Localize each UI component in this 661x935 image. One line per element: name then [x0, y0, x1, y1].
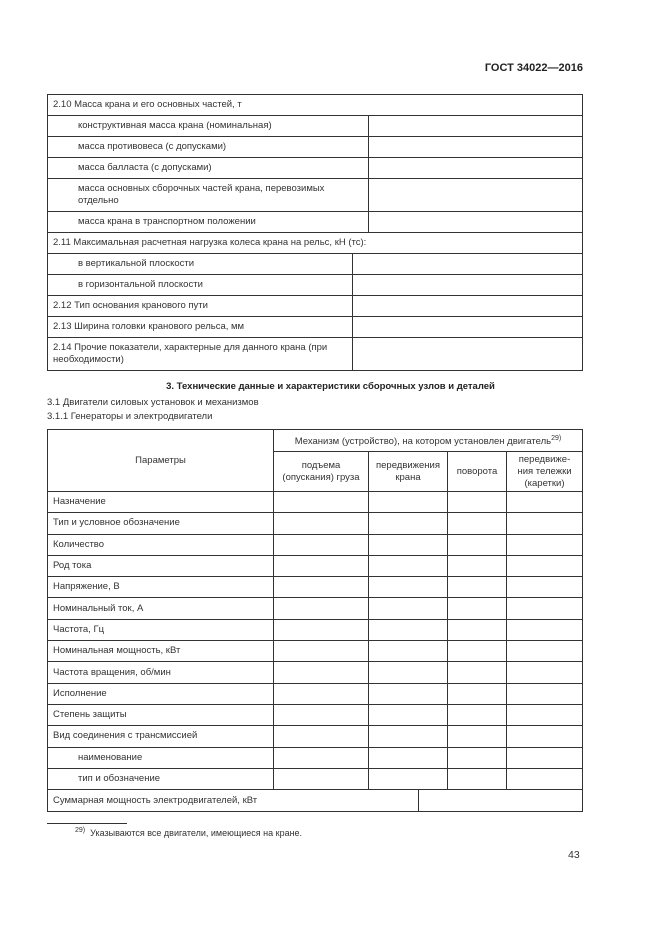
row-label: Напряжение, В: [48, 577, 274, 598]
value-cell[interactable]: [369, 116, 583, 137]
table-row: [48, 619, 583, 640]
value-cell[interactable]: [274, 598, 369, 619]
subsection-title: 3.1 Двигатели силовых установок и механизмов: [47, 397, 259, 408]
group-header-text: Механизм (устройство), на котором установлен двигатель: [294, 436, 552, 448]
value-cell[interactable]: [448, 534, 507, 555]
table-row: [48, 254, 583, 275]
value-cell[interactable]: [448, 704, 507, 725]
table-row: [48, 641, 583, 662]
value-cell[interactable]: [507, 768, 583, 789]
value-cell[interactable]: [274, 619, 369, 640]
motors-table: [47, 429, 583, 812]
value-cell[interactable]: [369, 768, 448, 789]
row-label: 2.14 Прочие показатели, характерные для данного крана (при необходимости): [48, 338, 353, 371]
value-cell[interactable]: [369, 555, 448, 576]
value-cell[interactable]: [369, 577, 448, 598]
value-cell[interactable]: [274, 555, 369, 576]
value-cell[interactable]: [369, 513, 448, 534]
group-header: [274, 430, 583, 452]
value-cell[interactable]: [369, 158, 583, 179]
value-cell[interactable]: [274, 534, 369, 555]
value-cell[interactable]: [369, 492, 448, 513]
row-label: масса основных сборочных частей крана, перевозимых отдельно: [48, 179, 369, 212]
value-cell[interactable]: [369, 598, 448, 619]
table-row: [48, 534, 583, 555]
value-cell[interactable]: [353, 338, 583, 371]
table-row: [48, 726, 583, 747]
footnote-divider: [47, 823, 127, 824]
row-label: тип и обозначение: [48, 768, 274, 789]
value-cell[interactable]: [507, 577, 583, 598]
value-cell[interactable]: [507, 492, 583, 513]
total-row-cell: [48, 790, 583, 812]
table-row: [48, 158, 583, 179]
row-label: 2.11 Максимальная расчетная нагрузка колеса крана на рельс, кН (тс):: [48, 233, 583, 254]
value-cell[interactable]: [369, 619, 448, 640]
row-label: Исполнение: [48, 683, 274, 704]
value-cell[interactable]: [274, 577, 369, 598]
table-row: [48, 95, 583, 116]
column-header: передвиже-ния тележки (каретки): [507, 452, 583, 492]
crane-mass-table: [47, 94, 583, 371]
value-cell[interactable]: [507, 641, 583, 662]
value-cell[interactable]: [448, 683, 507, 704]
table-row: [48, 137, 583, 158]
table-row: [48, 598, 583, 619]
value-cell[interactable]: [369, 662, 448, 683]
table-row: [48, 233, 583, 254]
value-cell[interactable]: [274, 513, 369, 534]
value-cell[interactable]: [419, 790, 582, 811]
value-cell[interactable]: [507, 662, 583, 683]
table-row: [48, 662, 583, 683]
value-cell[interactable]: [369, 179, 583, 212]
row-label: Частота, Гц: [48, 619, 274, 640]
table-row: [48, 212, 583, 233]
table-row: [48, 179, 583, 212]
value-cell[interactable]: [353, 275, 583, 296]
table-row: [48, 275, 583, 296]
row-label: конструктивная масса крана (номинальная): [48, 116, 369, 137]
value-cell[interactable]: [274, 662, 369, 683]
value-cell[interactable]: [274, 492, 369, 513]
table-row: [48, 338, 583, 371]
row-label: Номинальная мощность, кВт: [48, 641, 274, 662]
table-row: [48, 116, 583, 137]
value-cell[interactable]: [369, 137, 583, 158]
footnote-ref[interactable]: 29): [551, 434, 562, 442]
row-label: в вертикальной плоскости: [48, 254, 353, 275]
footnote-text: Указываются все двигатели, имеющиеся на кране.: [90, 828, 303, 838]
value-cell[interactable]: [507, 513, 583, 534]
document-id: ГОСТ 34022—2016: [484, 62, 583, 74]
row-label: Суммарная мощность электродвигателей, кВт: [48, 790, 419, 811]
row-label: масса противовеса (с допусками): [48, 137, 369, 158]
value-cell[interactable]: [507, 726, 583, 747]
footnote-mark: 29): [75, 827, 86, 834]
row-label: 2.10 Масса крана и его основных частей, т: [48, 95, 583, 116]
table-row: [48, 747, 583, 768]
value-cell[interactable]: [274, 641, 369, 662]
table-row: [48, 704, 583, 725]
value-cell[interactable]: [369, 726, 448, 747]
value-cell[interactable]: [507, 683, 583, 704]
row-label: Количество: [48, 534, 274, 555]
row-label: масса балласта (с допусками): [48, 158, 369, 179]
value-cell[interactable]: [448, 513, 507, 534]
table-row: [48, 768, 583, 789]
subsection-title: 3.1.1 Генераторы и электродвигатели: [47, 411, 213, 422]
row-label: Вид соединения с трансмиссией: [48, 726, 274, 747]
column-header: передвижения крана: [369, 452, 448, 492]
table-row: [48, 577, 583, 598]
value-cell[interactable]: [448, 555, 507, 576]
footnote: [75, 827, 302, 838]
row-label: Степень защиты: [48, 704, 274, 725]
table-row: [48, 492, 583, 513]
row-label: 2.12 Тип основания кранового пути: [48, 296, 353, 317]
value-cell[interactable]: [369, 212, 583, 233]
table-row: [48, 296, 583, 317]
row-label: Назначение: [48, 492, 274, 513]
param-header: Параметры: [48, 430, 274, 492]
value-cell[interactable]: [448, 641, 507, 662]
row-label: масса крана в транспортном положении: [48, 212, 369, 233]
page-number: 43: [568, 849, 580, 861]
header-row: [48, 430, 583, 452]
value-cell[interactable]: [448, 492, 507, 513]
value-cell[interactable]: [274, 747, 369, 768]
column-header: поворота: [448, 452, 507, 492]
value-cell[interactable]: [507, 619, 583, 640]
value-cell[interactable]: [369, 534, 448, 555]
value-cell[interactable]: [448, 726, 507, 747]
value-cell[interactable]: [274, 683, 369, 704]
value-cell[interactable]: [507, 555, 583, 576]
table-row-total: [48, 790, 583, 812]
value-cell[interactable]: [369, 641, 448, 662]
value-cell[interactable]: [448, 598, 507, 619]
value-cell[interactable]: [274, 704, 369, 725]
value-cell[interactable]: [507, 534, 583, 555]
row-label: Номинальный ток, А: [48, 598, 274, 619]
value-cell[interactable]: [448, 619, 507, 640]
row-label: наименование: [48, 747, 274, 768]
section-title: 3. Технические данные и характеристики сборочных узлов и деталей: [166, 381, 495, 392]
value-cell[interactable]: [507, 747, 583, 768]
column-header: подъема (опускания) груза: [274, 452, 369, 492]
row-label: Частота вращения, об/мин: [48, 662, 274, 683]
value-cell[interactable]: [353, 296, 583, 317]
table-row: [48, 683, 583, 704]
value-cell[interactable]: [448, 662, 507, 683]
table-row: [48, 555, 583, 576]
value-cell[interactable]: [353, 317, 583, 338]
value-cell[interactable]: [369, 683, 448, 704]
value-cell[interactable]: [448, 747, 507, 768]
value-cell[interactable]: [448, 768, 507, 789]
row-label: Род тока: [48, 555, 274, 576]
value-cell[interactable]: [448, 577, 507, 598]
table-row: [48, 513, 583, 534]
value-cell[interactable]: [353, 254, 583, 275]
value-cell[interactable]: [369, 747, 448, 768]
value-cell[interactable]: [507, 598, 583, 619]
table-row: [48, 317, 583, 338]
value-cell[interactable]: [369, 704, 448, 725]
row-label: Тип и условное обозначение: [48, 513, 274, 534]
value-cell[interactable]: [507, 704, 583, 725]
row-label: в горизонтальной плоскости: [48, 275, 353, 296]
value-cell[interactable]: [274, 768, 369, 789]
row-label: 2.13 Ширина головки кранового рельса, мм: [48, 317, 353, 338]
value-cell[interactable]: [274, 726, 369, 747]
